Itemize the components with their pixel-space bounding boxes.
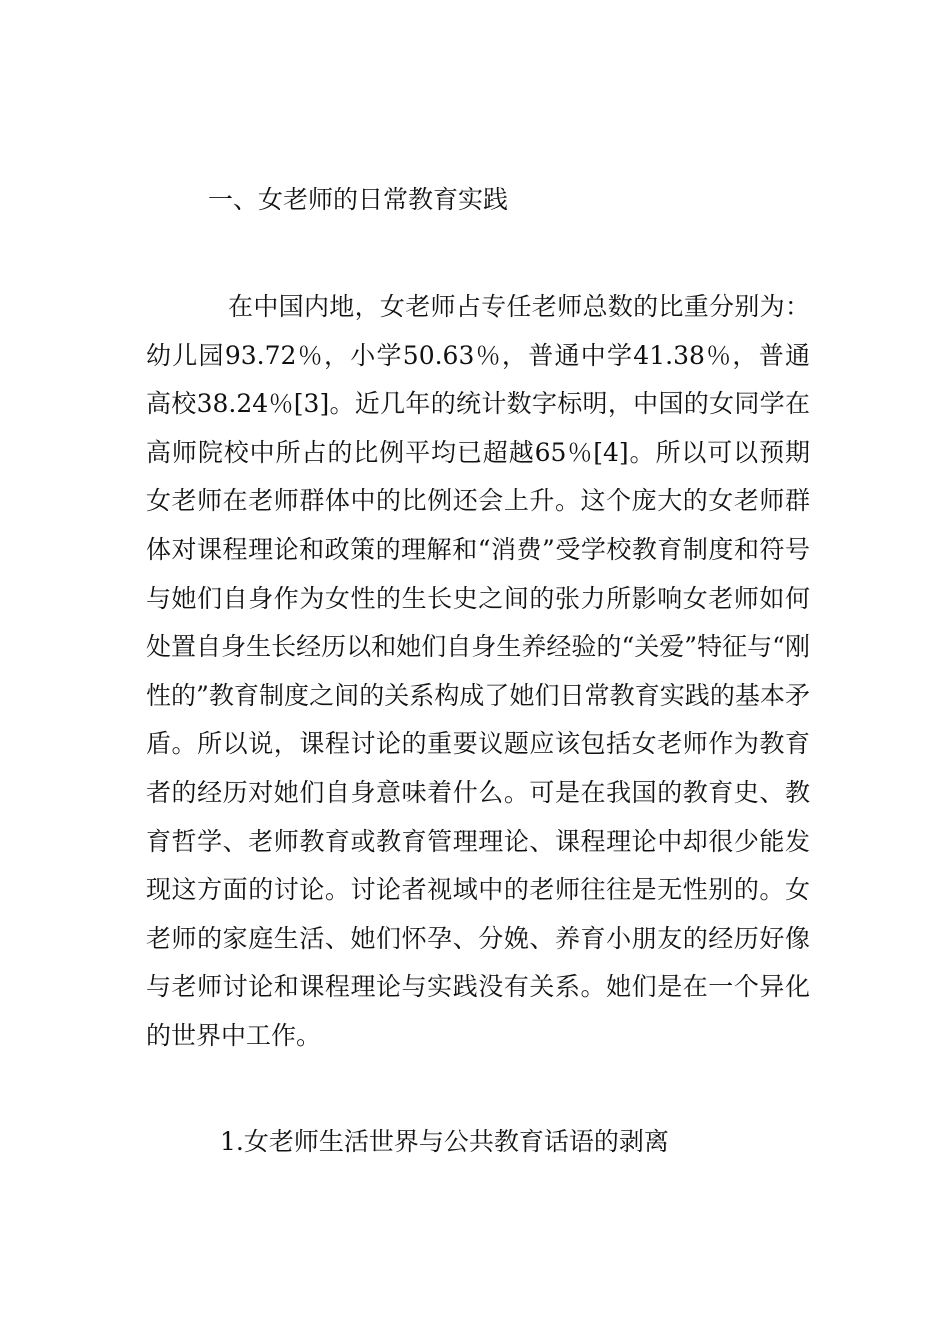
body-paragraph: 在中国内地，女老师占专任老师总数的比重分别为：幼儿园93.72％，小学50.63％，普通中学41.38％，普通高校38.24％[3]。近几年的统计数字标明，中国的女同学在高师院校中所占的比例平均已超越65％[4]。所以可以预期女老师在老师群体中的比例还会上升。这个庞大的女老师群体对课程理论和政策的理解和“消费”受学校教育制度和符号与她们自身作为女性的生长史之间的张力所影响女老师如何处置自身生长经历以和她们自身生养经验的“关爱”特征与“刚性的”教育制度之间的关系构成了她们日常教育实践的基本矛盾。所以说，课程讨论的重要议题应该包括女老师作为教育者的经历对她们自身意味着什么。可是在我国的教育史、教育哲学、老师教育或教育管理理论、课程理论中却很少能发现这方面的讨论。讨论者视域中的老师往往是无性别的。女老师的家庭生活、她们怀孕、分娩、养育小朋友的经历好像与老师讨论和课程理论与实践没有关系。她们是在一个异化的世界中工作。	[146, 292, 810, 1050]
section-heading: 一、女老师的日常教育实践	[208, 185, 509, 214]
subsection-heading: 1.女老师生活世界与公共教育话语的剥离	[220, 1127, 669, 1156]
